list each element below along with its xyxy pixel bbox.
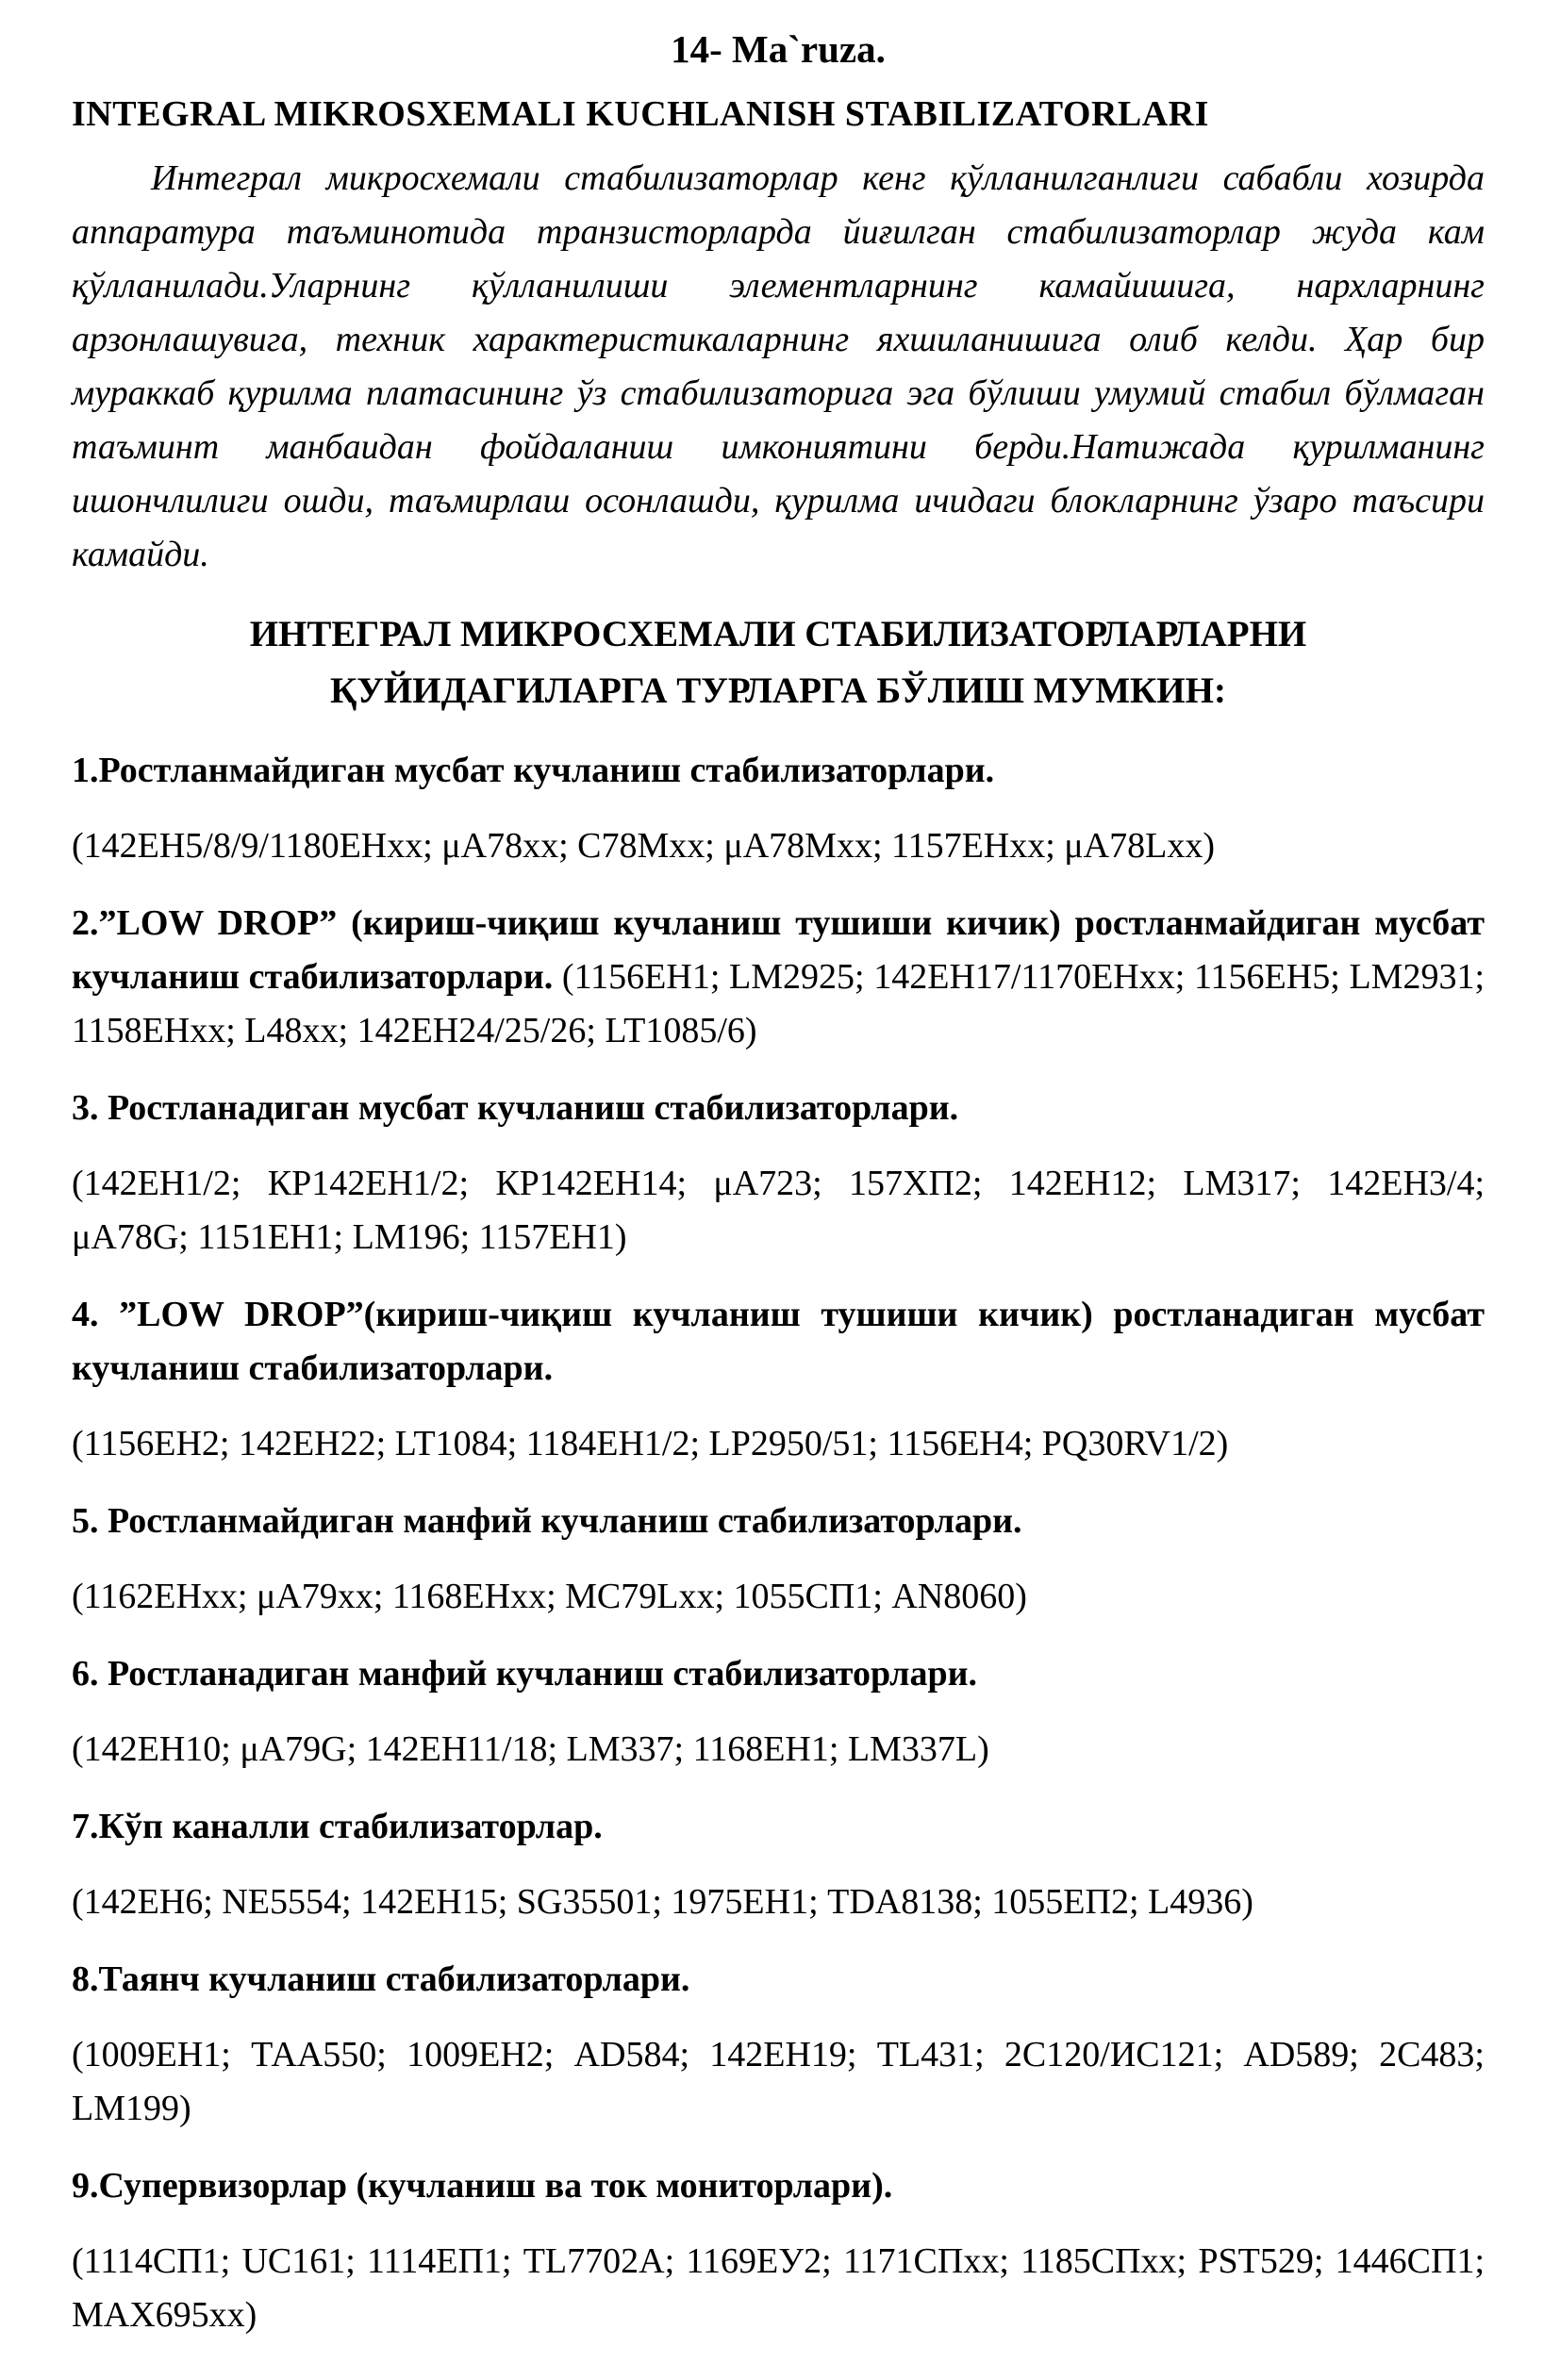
list-item-parts: (1009ЕН1; ТАА550; 1009ЕН2; AD584; 142ЕН19; TL431; 2С120/ИС121; AD589; 2С483; LM199) — [72, 2034, 1485, 2128]
list-item-label: 8.Таянч кучланиш стабилизаторлари. — [72, 1959, 690, 1999]
list-item-label: 3. Ростланадиган мусбат кучланиш стабилизаторлари. — [72, 1087, 959, 1128]
list-item-parts: (1156ЕН2; 142ЕН22; LT1084; 1184ЕН1/2; LP2950/51; 1156ЕН4; PQ30RV1/2) — [72, 1423, 1229, 1463]
list-item-parts: (1162ЕНхх; μА79хх; 1168ЕНхх; МС79Lхх; 1055СП1; AN8060) — [72, 1576, 1027, 1616]
section-heading-line1: ИНТЕГРАЛ МИКРОСХЕМАЛИ СТАБИЛИЗАТОРЛАРЛАРНИ — [249, 613, 1307, 654]
list-item-parts: (142ЕН10; μА79G; 142ЕН11/18; LM337; 1168ЕН1; LM337L) — [72, 1728, 989, 1769]
list-item-label: 6. Ростланадиган манфий кучланиш стабилизаторлари. — [72, 1653, 978, 1694]
lecture-title: 14- Ma`ruza. — [671, 27, 886, 71]
main-heading: INTEGRAL MIKROSXEMALI KUCHLANISH STABILIZATORLARI — [72, 94, 1209, 135]
list-item-parts: (142ЕН1/2; КР142ЕН1/2; КР142ЕН14; μА723; 157ХП2; 142ЕН12; LM317; 142ЕН3/4; μА78G; 1151ЕН1; LM196; 1157ЕН1) — [72, 1163, 1485, 1257]
stabilizer-types-list — [72, 744, 1485, 2342]
list-item-label: 4. ”LOW DROP”(кириш-чиқиш кучланиш тушиши кичик) ростланадиган мусбат кучланиш стабилизаторлари. — [72, 1294, 1485, 1388]
intro-paragraph: Интеграл микросхемали стабилизаторлар кенг қўлланилганлиги сабабли хозирда аппаратура таъминотида транзисторларда йиғилган стабилизаторлар жуда кам қўлланилади.Уларнинг қўлланилиши элементларнинг камайишига, нархларнинг арзонлашувига, техник характеристикаларнинг яхшиланишига олиб келди. Ҳар бир мураккаб қурилма платасининг ўз стабилизаторига эга бўлиши умумий стабил бўлмаган таъминт манбаидан фойдаланиш имкониятини берди.Натижада қурилманинг ишончлилиги ошди, таъмирлаш осонлашди, қурилма ичидаги блокларнинг ўзаро таъсири камайди. — [72, 157, 1485, 574]
list-item-parts: (1114СП1; UC161; 1114ЕП1; TL7702А; 1169ЕУ2; 1171СПхх; 1185СПхх; PST529; 1446СП1; МАХ695хх) — [72, 2240, 1485, 2335]
list-item-label: 2.”LOW DROP” (кириш-чиқиш кучланиш тушиши кичик) ростланмайдиган мусбат кучланиш стабилизаторлари. (1156ЕН1; LM2925; 142ЕН17/1170ЕНхх; 1156ЕН5; LM2931; 1158ЕНхх; L48хх; 142ЕН24/25/26; LT1085/6) — [72, 902, 1485, 1050]
section-heading-line2: ҚУЙИДАГИЛАРГА ТУРЛАРГА БЎЛИШ МУМКИН: — [330, 670, 1226, 712]
list-item-parts: (142ЕН5/8/9/1180ЕНхх; μА78хх; С78Мхх; μА78Мхх; 1157ЕНхх; μА78Lхх) — [72, 825, 1215, 866]
list-item-parts: (142ЕН6; NE5554; 142ЕН15; SG35501; 1975ЕН1; TDA8138; 1055ЕП2; L4936) — [72, 1881, 1253, 1922]
list-item-label: 5. Ростланмайдиган манфий кучланиш стабилизаторлари. — [72, 1500, 1022, 1541]
section-heading — [72, 606, 1485, 720]
list-item-label: 7.Кўп каналли стабилизаторлар. — [72, 1806, 603, 1846]
list-item-label: 9.Супервизорлар (кучланиш ва ток мониторлари). — [72, 2165, 893, 2206]
list-item-label: 1.Ростланмайдиган мусбат кучланиш стабилизаторлари. — [72, 750, 995, 790]
